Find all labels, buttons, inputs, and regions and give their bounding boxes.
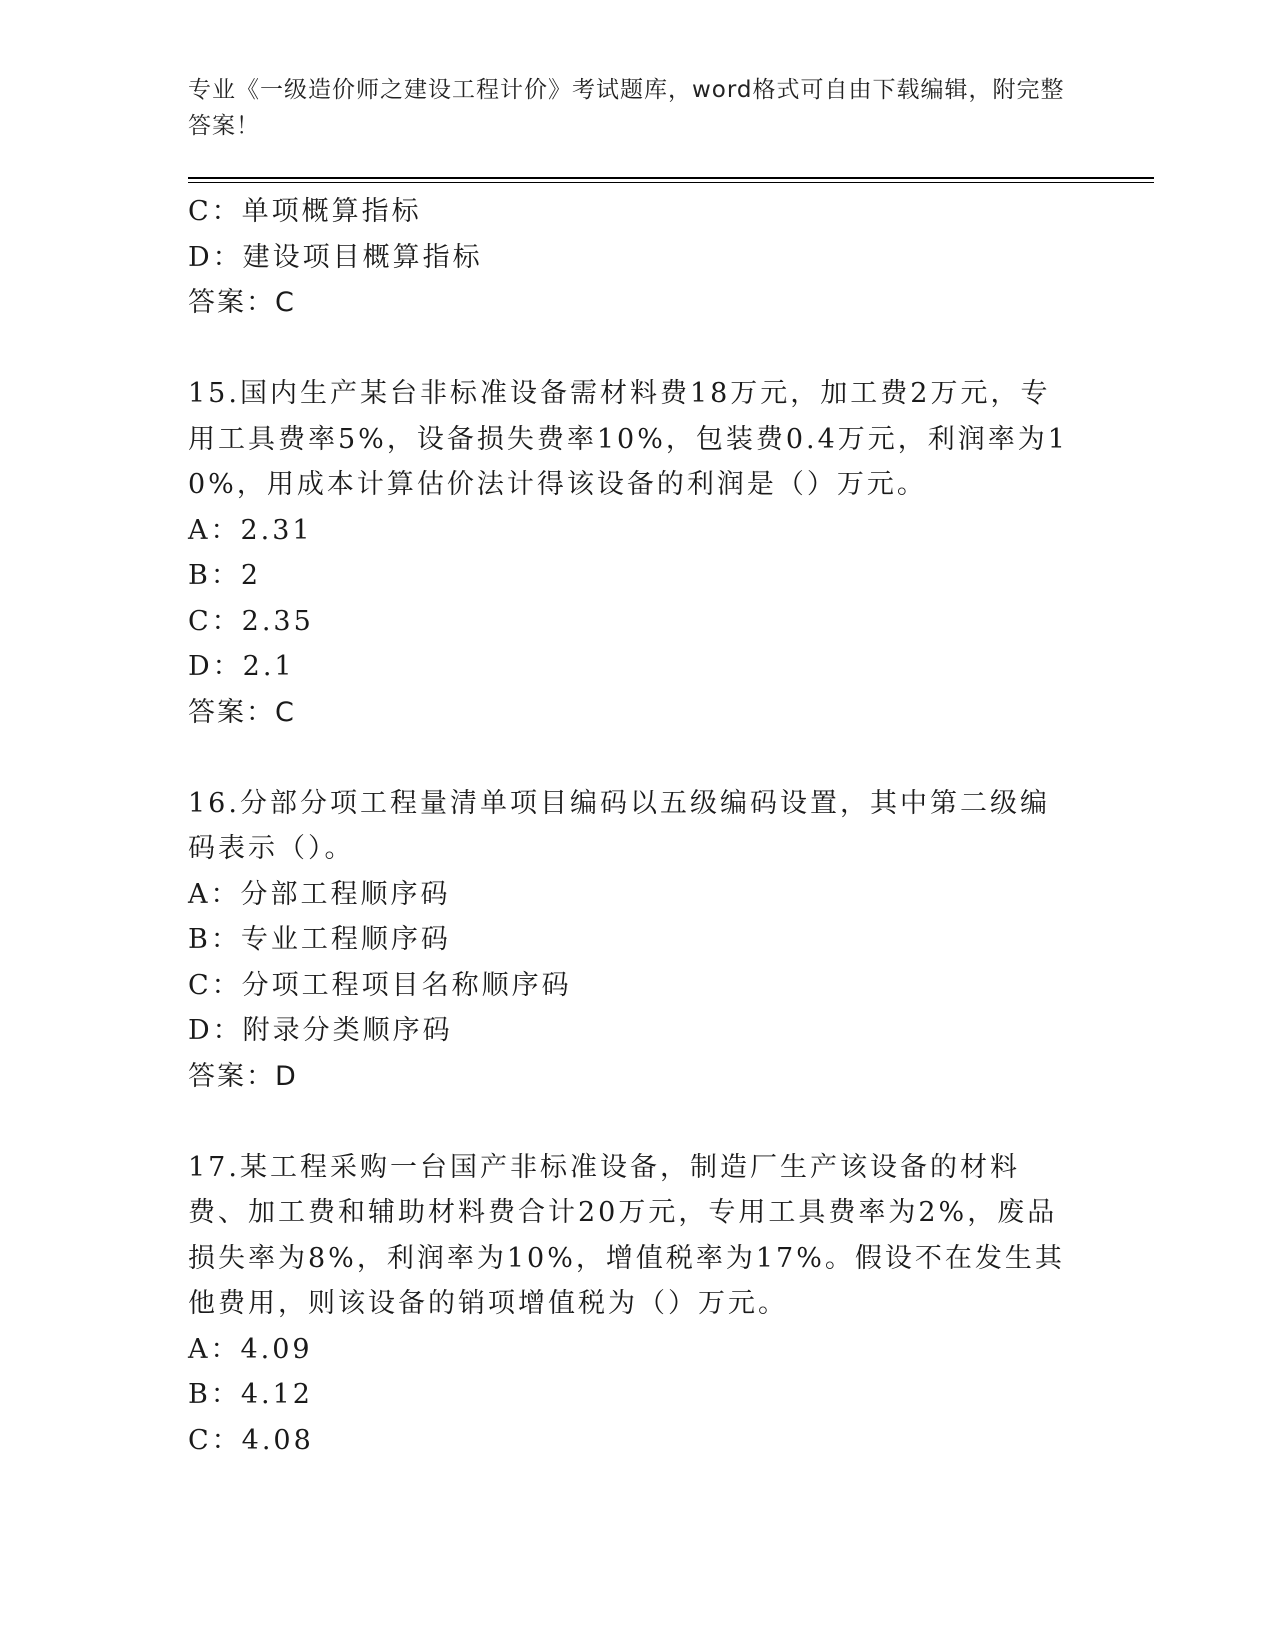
- question-15: [188, 371, 1088, 735]
- question-stem: 16.分部分项工程量清单项目编码以五级编码设置，其中第二级编码表示（）。: [188, 787, 1050, 864]
- answer-line: 答案：C: [188, 696, 296, 728]
- option-b: B：2: [188, 560, 262, 591]
- question-stem: 17.某工程采购一台国产非标准设备，制造厂生产该设备的材料费、加工费和辅助材料费合计20万元，专用工具费率为2%，废品损失率为8%，利润率为10%，增值税率为17%。假设不在发生其他费用，则该设备的销项增值税为（）万元。: [188, 1151, 1065, 1319]
- option-a: A：4.09: [188, 1333, 313, 1365]
- header-divider: [188, 177, 1154, 179]
- header-divider-thin: [188, 182, 1154, 183]
- option-c: C：单项概算指标: [188, 196, 422, 227]
- option-b: B：专业工程顺序码: [188, 924, 451, 955]
- option-a: A：分部工程顺序码: [188, 878, 451, 910]
- option-d: D：2.1: [188, 651, 295, 682]
- question-16: [188, 781, 1088, 1100]
- answer-line: 答案：C: [188, 287, 296, 318]
- option-c: C：分项工程项目名称顺序码: [188, 969, 572, 1001]
- option-c: C：4.08: [188, 1424, 314, 1456]
- document-header: 专业《一级造价师之建设工程计价》考试题库，word格式可自由下载编辑，附完整答案！: [188, 77, 1065, 139]
- previous-question-tail: [188, 189, 1088, 326]
- question-stem: 15.国内生产某台非标准设备需材料费18万元，加工费2万元，专用工具费率5%，设备损失费率10%，包装费0.4万元，利润率为10%，用成本计算估价法计得该设备的利润是（）万元。: [188, 378, 1068, 500]
- question-17: [188, 1145, 1088, 1464]
- option-a: A：2.31: [188, 514, 313, 546]
- option-b: B：4.12: [188, 1379, 313, 1410]
- answer-line: 答案：D: [188, 1060, 298, 1092]
- option-d: D：建设项目概算指标: [188, 241, 483, 273]
- question-list: [188, 189, 1088, 1463]
- option-d: D：附录分类顺序码: [188, 1015, 453, 1046]
- option-c: C：2.35: [188, 605, 314, 637]
